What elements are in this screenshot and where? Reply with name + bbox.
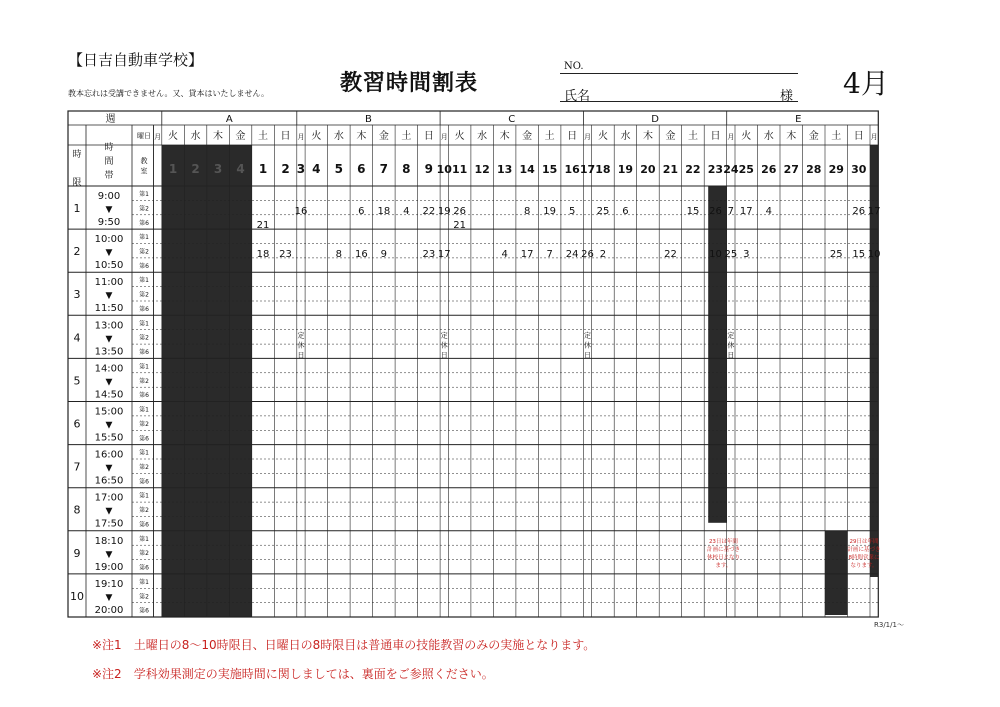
period-end: 10:50 bbox=[94, 260, 124, 272]
slot-value: 22 bbox=[664, 249, 677, 261]
week-header: 週 bbox=[105, 114, 116, 125]
period-number: 5 bbox=[73, 374, 81, 388]
slot-value: 25 bbox=[829, 249, 843, 261]
room-label: 第1 bbox=[139, 363, 149, 371]
room-label: 第2 bbox=[139, 593, 149, 601]
note-1: ※注1 土曜日の8～10時限目、日曜日の8時限目は普通車の技能教習のみの実施となります。 bbox=[92, 638, 596, 652]
room-label: 第2 bbox=[139, 377, 149, 385]
slot-value: 21 bbox=[256, 220, 270, 231]
weekday-label: 木 bbox=[642, 131, 653, 142]
slot-value: 17 bbox=[867, 206, 881, 217]
room-label: 第6 bbox=[139, 349, 149, 357]
room-label: 第1 bbox=[139, 234, 149, 242]
version-label: R3/1/1～ bbox=[874, 621, 904, 629]
slot-value: 8 bbox=[523, 206, 531, 217]
weekday-label: 木 bbox=[499, 131, 510, 142]
period-end: 13:50 bbox=[94, 346, 124, 358]
holiday-note: 計画に基づき bbox=[706, 546, 740, 553]
room-label: 第2 bbox=[139, 248, 149, 256]
slot-value: 6 bbox=[622, 206, 629, 217]
weekday-label: 水 bbox=[620, 131, 631, 142]
period-arrow: ▼ bbox=[105, 291, 113, 302]
period-start: 11:00 bbox=[94, 277, 124, 289]
slot-value: 21 bbox=[453, 220, 467, 231]
period-number: 8 bbox=[73, 503, 81, 517]
room-label: 第6 bbox=[139, 306, 149, 313]
holiday-note: 8時間営業に bbox=[848, 554, 880, 561]
day-number: 5 bbox=[334, 162, 344, 176]
period-end: 9:50 bbox=[97, 217, 121, 228]
period-number: 2 bbox=[73, 245, 81, 259]
period-start: 14:00 bbox=[94, 363, 124, 375]
weekday-label: 土 bbox=[687, 131, 698, 142]
honorific-label: 様 bbox=[780, 89, 794, 104]
weekday-label: 火 bbox=[741, 131, 752, 142]
holiday-note: なります。 bbox=[850, 562, 878, 569]
weekday-label: 土 bbox=[401, 131, 412, 142]
closed-day-label: 定 bbox=[584, 331, 592, 340]
closed-day-label: 休 bbox=[297, 341, 305, 350]
weekday-label: 木 bbox=[213, 131, 224, 142]
period-start: 13:00 bbox=[94, 320, 124, 332]
room-label: 第6 bbox=[139, 392, 149, 400]
weekday-label: 金 bbox=[235, 131, 246, 142]
day-number: 26 bbox=[761, 163, 777, 176]
week-label: C bbox=[508, 114, 516, 125]
time-header: 帯 bbox=[104, 171, 114, 181]
day-number: 4 bbox=[236, 162, 245, 176]
slot-value: 19 bbox=[437, 206, 451, 217]
slot-value: 18 bbox=[256, 249, 270, 261]
slot-value: 6 bbox=[358, 206, 365, 217]
period-end: 11:50 bbox=[94, 303, 124, 315]
slot-value: 17 bbox=[520, 249, 534, 261]
room-label: 第2 bbox=[139, 334, 149, 342]
slot-value: 19 bbox=[543, 206, 557, 217]
weekday-label: 火 bbox=[311, 131, 322, 142]
weekday-label: 水 bbox=[763, 131, 774, 142]
room-label: 第1 bbox=[139, 449, 149, 457]
weekday-header: 曜日 bbox=[137, 132, 151, 140]
slot-value: 16 bbox=[294, 206, 308, 217]
day-number: 19 bbox=[617, 163, 634, 176]
day-number: 30 bbox=[851, 163, 867, 176]
day-number: 2 bbox=[191, 162, 200, 176]
period-arrow: ▼ bbox=[105, 506, 113, 517]
slot-value: 9 bbox=[380, 249, 388, 261]
closed-day-strip bbox=[708, 186, 727, 523]
period-start: 18:10 bbox=[94, 535, 124, 547]
period-arrow: ▼ bbox=[105, 205, 113, 215]
room-label: 第1 bbox=[139, 191, 149, 198]
day-number: 17 bbox=[579, 163, 596, 176]
day-number: 14 bbox=[519, 163, 535, 176]
day-number: 9 bbox=[424, 162, 434, 176]
weekday-label: 土 bbox=[258, 131, 269, 142]
room-label: 第2 bbox=[139, 507, 149, 515]
note-2: ※注2 学科効果測定の実施時間に関しましては、裏面をご参照ください。 bbox=[92, 667, 494, 681]
room-label: 第2 bbox=[139, 550, 149, 558]
slot-value: 10 bbox=[709, 249, 722, 261]
classroom-header: 室 bbox=[140, 167, 148, 175]
weekday-label: 金 bbox=[522, 131, 533, 142]
week-label: E bbox=[795, 114, 802, 125]
room-label: 第2 bbox=[139, 464, 149, 471]
day-number: 6 bbox=[357, 162, 366, 176]
blocked-column bbox=[184, 145, 207, 617]
week-label: B bbox=[365, 114, 372, 125]
period-start: 17:00 bbox=[94, 492, 124, 504]
day-number: 29 bbox=[828, 163, 844, 176]
weekday-label: 水 bbox=[333, 131, 344, 142]
room-label: 第2 bbox=[139, 291, 149, 299]
period-start: 16:00 bbox=[94, 449, 124, 461]
room-label: 第6 bbox=[139, 521, 149, 529]
day-number: 12 bbox=[474, 163, 490, 176]
closed-day-label: 休 bbox=[584, 341, 592, 350]
day-number: 1 bbox=[258, 162, 268, 176]
weekday-label: 火 bbox=[454, 131, 465, 142]
holiday-note: 23日は年間 bbox=[708, 538, 738, 545]
room-label: 第2 bbox=[139, 205, 149, 213]
slot-value: 7 bbox=[727, 206, 735, 217]
school-name: 【日吉自動車学校】 bbox=[68, 51, 204, 69]
slot-value: 3 bbox=[743, 249, 750, 261]
period-arrow: ▼ bbox=[105, 463, 113, 474]
day-number: 21 bbox=[662, 163, 679, 176]
weekday-label: 日 bbox=[567, 131, 578, 142]
period-number: 3 bbox=[73, 288, 81, 302]
day-number: 22 bbox=[685, 163, 701, 176]
slot-value: 15 bbox=[852, 249, 866, 261]
period-number: 4 bbox=[73, 331, 81, 345]
period-end: 16:50 bbox=[94, 475, 124, 487]
day-number: 1 bbox=[168, 162, 178, 176]
period-number: 10 bbox=[70, 589, 84, 603]
day-number: 25 bbox=[738, 163, 754, 176]
period-header: 限 bbox=[72, 178, 82, 188]
weekday-label: 土 bbox=[831, 131, 842, 142]
weekday-label: 月 bbox=[297, 133, 305, 141]
weekday-label: 日 bbox=[423, 131, 434, 142]
day-number: 2 bbox=[281, 162, 290, 176]
closed-day-label: 休 bbox=[440, 341, 448, 350]
blocked-column bbox=[207, 145, 230, 617]
blocked-column bbox=[162, 145, 185, 617]
page-title: 教習時間割表 bbox=[340, 71, 479, 96]
time-header: 間 bbox=[104, 157, 114, 167]
name-label: 氏名 bbox=[564, 89, 591, 104]
time-header: 時 bbox=[104, 143, 114, 153]
weekday-label: 金 bbox=[665, 131, 676, 142]
closed-day-label: 定 bbox=[297, 331, 305, 340]
weekday-label: 土 bbox=[544, 131, 555, 142]
holiday-note: 休校日となり bbox=[706, 554, 740, 561]
slot-value: 4 bbox=[403, 206, 410, 217]
period-start: 10:00 bbox=[94, 234, 124, 246]
room-label: 第1 bbox=[139, 320, 149, 328]
period-arrow: ▼ bbox=[105, 377, 113, 388]
room-label: 第6 bbox=[139, 262, 149, 270]
slot-value: 26 bbox=[453, 206, 467, 217]
slot-value: 26 bbox=[852, 206, 866, 217]
room-label: 第1 bbox=[139, 492, 149, 500]
period-start: 15:00 bbox=[94, 406, 124, 418]
day-number: 24 bbox=[723, 163, 739, 176]
slot-value: 26 bbox=[581, 249, 594, 261]
room-label: 第1 bbox=[139, 535, 149, 543]
weekday-label: 月 bbox=[154, 133, 162, 141]
room-label: 第1 bbox=[139, 277, 149, 285]
day-number: 10 bbox=[436, 163, 452, 176]
day-number: 27 bbox=[783, 163, 799, 176]
slot-value: 10 bbox=[867, 249, 881, 261]
blocked-cell bbox=[825, 531, 848, 615]
period-number: 1 bbox=[73, 202, 81, 215]
period-start: 9:00 bbox=[97, 191, 121, 202]
period-number: 6 bbox=[73, 417, 81, 431]
slot-value: 2 bbox=[599, 249, 607, 261]
room-label: 第6 bbox=[139, 607, 149, 615]
closed-day-label: 日 bbox=[297, 351, 305, 360]
month-label: 4月 bbox=[843, 67, 889, 100]
slot-value: 16 bbox=[354, 249, 368, 261]
slot-value: 15 bbox=[686, 206, 700, 217]
weekday-label: 月 bbox=[440, 133, 448, 141]
period-end: 19:00 bbox=[94, 561, 124, 573]
day-number: 3 bbox=[213, 162, 223, 176]
slot-value: 25 bbox=[724, 249, 738, 261]
period-number: 9 bbox=[73, 546, 81, 560]
slot-value: 17 bbox=[437, 249, 451, 261]
slot-value: 23 bbox=[422, 249, 436, 261]
slot-value: 7 bbox=[546, 249, 553, 261]
room-label: 第6 bbox=[139, 564, 149, 572]
weekday-label: 水 bbox=[477, 131, 488, 142]
weekday-label: 月 bbox=[584, 133, 592, 141]
weekday-label: 日 bbox=[710, 131, 721, 142]
day-number: 16 bbox=[564, 163, 580, 176]
day-number: 20 bbox=[640, 163, 656, 176]
textbook-notice: 教本忘れは受講できません。又、貸本はいたしません。 bbox=[68, 89, 269, 98]
slot-value: 22 bbox=[422, 206, 436, 217]
period-header: 時 bbox=[72, 150, 82, 160]
blocked-column bbox=[229, 145, 252, 617]
weekday-label: 火 bbox=[597, 131, 608, 142]
room-label: 第1 bbox=[139, 578, 149, 586]
slot-value: 23 bbox=[279, 249, 292, 261]
room-label: 第6 bbox=[139, 435, 149, 443]
period-start: 19:10 bbox=[94, 578, 124, 590]
weekday-label: 日 bbox=[853, 131, 864, 142]
slot-value: 26 bbox=[709, 206, 722, 217]
room-label: 第6 bbox=[139, 219, 149, 227]
holiday-note: 計画に基づき bbox=[847, 546, 881, 553]
weekday-label: 金 bbox=[378, 131, 389, 142]
slot-value: 25 bbox=[596, 206, 610, 217]
weekday-label: 金 bbox=[808, 131, 819, 142]
period-arrow: ▼ bbox=[105, 420, 113, 431]
slot-value: 24 bbox=[565, 249, 579, 261]
weekday-label: 月 bbox=[727, 133, 735, 141]
closed-day-label: 日 bbox=[727, 351, 735, 360]
closed-day-label: 休 bbox=[727, 341, 735, 350]
period-end: 15:50 bbox=[94, 432, 124, 444]
closed-day-label: 日 bbox=[440, 351, 448, 360]
slot-value: 18 bbox=[377, 206, 391, 217]
weekday-label: 日 bbox=[280, 131, 291, 142]
number-label: NO. bbox=[564, 61, 584, 72]
slot-value: 4 bbox=[501, 249, 508, 261]
weekday-label: 木 bbox=[786, 131, 797, 142]
holiday-note: ます。 bbox=[715, 562, 732, 569]
slot-value: 17 bbox=[739, 206, 753, 217]
period-arrow: ▼ bbox=[105, 549, 113, 560]
period-arrow: ▼ bbox=[105, 592, 113, 603]
holiday-note: 29日は年間 bbox=[849, 538, 879, 545]
weekday-label: 火 bbox=[168, 131, 179, 142]
classroom-header: 教 bbox=[140, 157, 148, 165]
period-end: 14:50 bbox=[94, 389, 124, 401]
room-label: 第1 bbox=[139, 406, 149, 414]
day-number: 11 bbox=[451, 163, 468, 176]
closed-day-label: 定 bbox=[440, 331, 448, 340]
closed-day-label: 定 bbox=[727, 331, 735, 340]
period-arrow: ▼ bbox=[105, 248, 113, 259]
room-label: 第6 bbox=[139, 478, 149, 486]
day-number: 28 bbox=[806, 163, 822, 176]
period-end: 17:50 bbox=[94, 518, 124, 530]
room-label: 第2 bbox=[139, 420, 149, 428]
day-number: 7 bbox=[379, 162, 389, 176]
day-number: 4 bbox=[312, 162, 321, 176]
day-number: 3 bbox=[296, 162, 306, 176]
day-number: 13 bbox=[496, 163, 513, 176]
day-number: 23 bbox=[707, 163, 724, 176]
weekday-label: 月 bbox=[870, 133, 878, 141]
weekday-label: 木 bbox=[356, 131, 367, 142]
slot-value: 8 bbox=[335, 249, 343, 261]
day-number: 18 bbox=[595, 163, 611, 176]
period-number: 7 bbox=[73, 460, 81, 474]
day-number: 15 bbox=[541, 163, 558, 176]
period-end: 20:00 bbox=[94, 604, 124, 616]
slot-value: 4 bbox=[765, 206, 772, 217]
week-label: A bbox=[225, 114, 233, 125]
week-label: D bbox=[651, 114, 659, 125]
slot-value: 5 bbox=[568, 206, 576, 217]
weekday-label: 水 bbox=[190, 131, 201, 142]
closed-day-label: 日 bbox=[584, 351, 592, 360]
period-arrow: ▼ bbox=[105, 334, 113, 345]
day-number: 8 bbox=[402, 162, 411, 176]
